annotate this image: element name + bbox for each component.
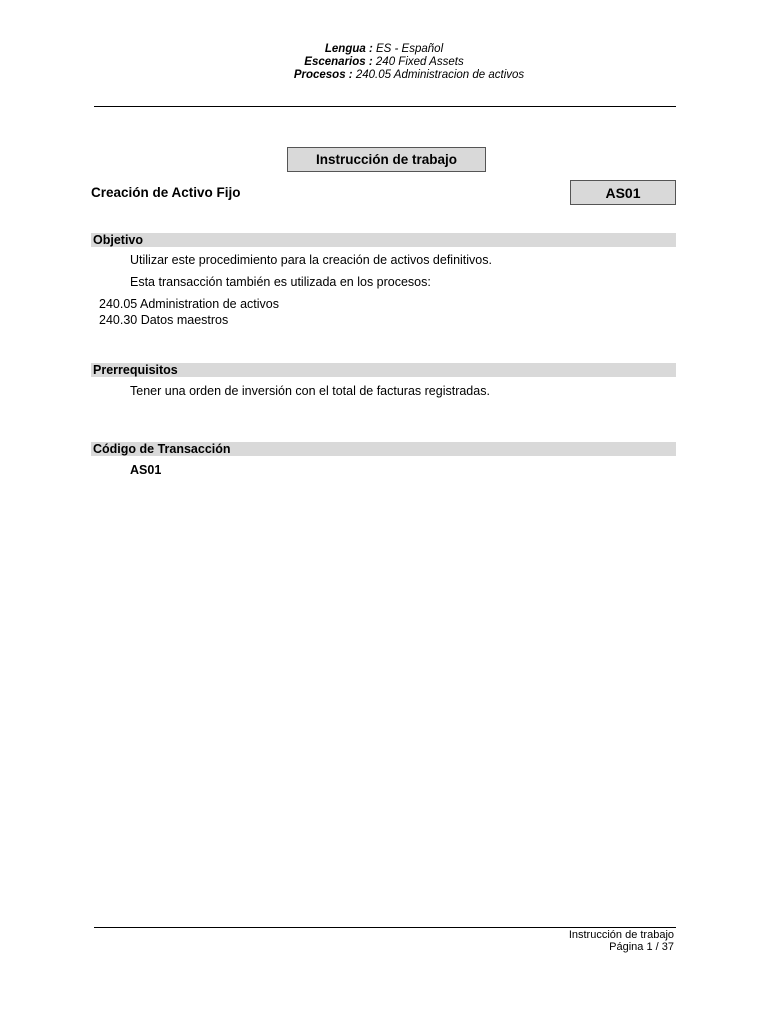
transaction-code-box: [570, 180, 676, 205]
procesos-value: 240.05 Administracion de activos: [355, 69, 525, 81]
objetivo-text: Utilizar este procedimiento para la creación de activos definitivos.: [130, 253, 492, 267]
header-divider: [94, 106, 676, 107]
page-number: Página 1 / 37: [609, 941, 674, 953]
header-procesos: [0, 69, 768, 82]
section-heading-objetivo: Objetivo: [91, 233, 676, 247]
footer-doc-type: Instrucción de trabajo: [568, 929, 674, 941]
escenarios-value: 240 Fixed Assets: [375, 56, 464, 68]
escenarios-label: Escenarios :: [304, 56, 373, 68]
footer-divider: [94, 927, 676, 928]
procesos-label: Procesos :: [293, 69, 353, 81]
header-escenarios: [0, 56, 768, 69]
objetivo-processes-intro: Esta transacción también es utilizada en los procesos:: [130, 275, 431, 289]
document-type-box: [287, 147, 486, 172]
lengua-value: ES - Español: [376, 43, 444, 55]
process-item: 240.30 Datos maestros: [99, 313, 229, 327]
header-lengua: [0, 43, 768, 56]
lengua-label: Lengua :: [324, 43, 373, 55]
document-type-title: Instrucción de trabajo: [315, 152, 458, 167]
page-title: Creación de Activo Fijo: [91, 185, 241, 200]
footer: [569, 929, 674, 953]
section-heading-prerrequisitos: Prerrequisitos: [91, 363, 676, 377]
process-item: 240.05 Administration de activos: [99, 297, 279, 311]
transaction-code: AS01: [605, 184, 641, 201]
transaction-code-value: AS01: [130, 463, 162, 477]
section-heading-codigo: Código de Transacción: [91, 442, 676, 456]
prerrequisitos-text: Tener una orden de inversión con el total de facturas registradas.: [130, 384, 490, 398]
